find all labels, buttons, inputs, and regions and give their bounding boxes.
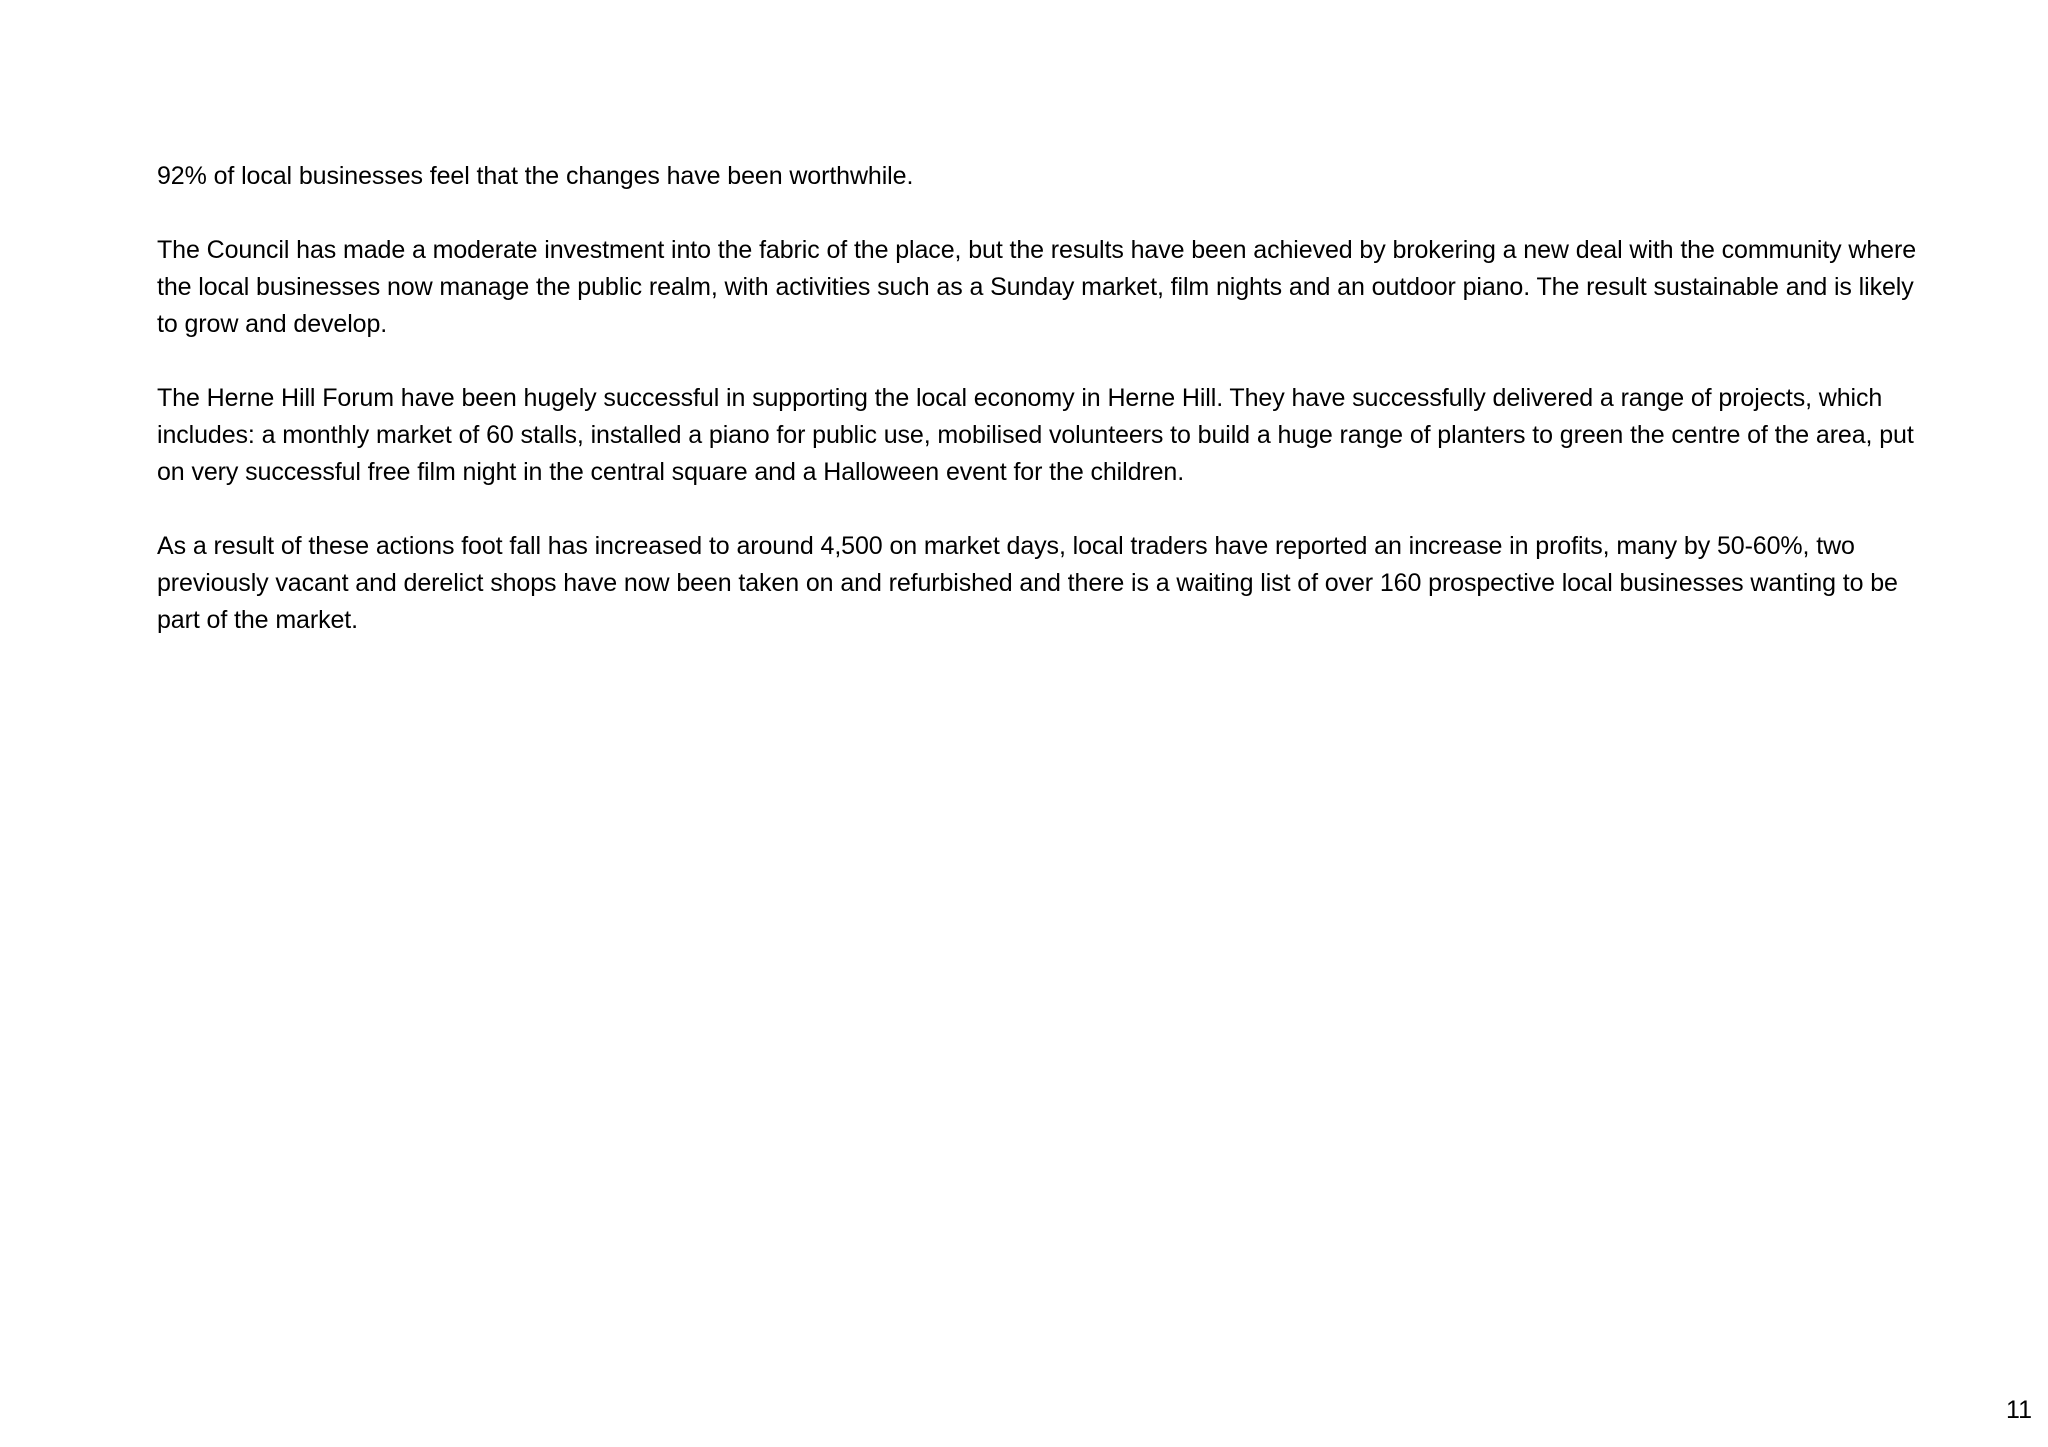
page-number: 11 [2006,1396,2032,1424]
paragraph-herne-hill-forum: The Herne Hill Forum have been hugely successful in supporting the local economy in Herne Hill. They have successfully delivered a range of projects, which includes: a monthly market of 60 stalls, installed a piano for public use, mobilised volunteers to build a huge range of planters to green the centre of the area, put on very successful free film night in the central square and a Halloween event for the children. [157,384,1914,486]
body-text [157,158,1917,676]
paragraph-results: As a result of these actions foot fall has increased to around 4,500 on market days, local traders have reported an increase in profits, many by 50-60%, two previously vacant and derelict shops have now been taken on and refurbished and there is a waiting list of over 160 prospective local businesses wanting to be part of the market. [157,532,1898,634]
paragraph-business-satisfaction: 92% of local businesses feel that the changes have been worthwhile. [157,162,914,190]
paragraph-council-investment: The Council has made a moderate investment into the fabric of the place, but the results have been achieved by brokering a new deal with the community where the local businesses now manage the public realm, with activities such as a Sunday market, film nights and an outdoor piano. The result sustainable and is likely to grow and develop. [157,236,1917,338]
